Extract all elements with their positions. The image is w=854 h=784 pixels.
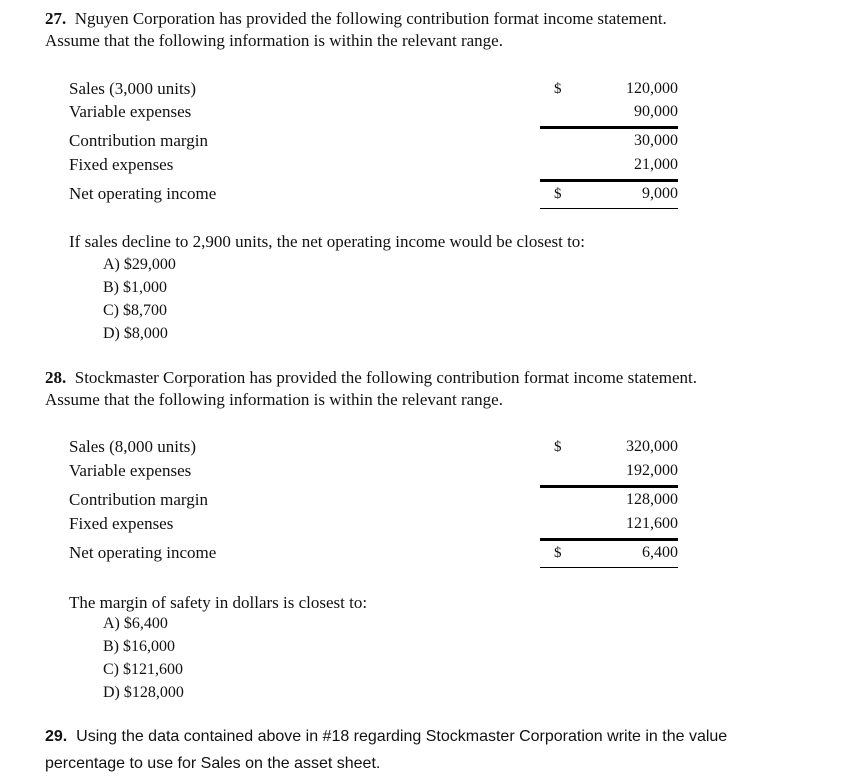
question-27-line2: Assume that the following information is within the relevant range. [45, 31, 503, 50]
question-28-intro: Stockmaster Corporation has provided the following contribution format income statement. [74, 368, 698, 387]
question-29-text: Using the data contained above in #18 regarding Stockmaster Corporation write in the value [76, 728, 728, 745]
question-27-number: 27. [45, 9, 67, 28]
option-d: D) $128,000 [103, 684, 184, 701]
question-27-prompt: If sales decline to 2,900 units, the net operating income would be closest to: [69, 232, 586, 251]
total-underline [540, 208, 678, 209]
value-net-operating-income: 9,000 [642, 185, 678, 202]
value-fixed-expenses: 21,000 [634, 156, 678, 173]
question-28-number: 28. [45, 368, 67, 387]
option-b: B) $16,000 [103, 638, 175, 655]
option-c: C) $121,600 [103, 661, 183, 678]
value-contribution-margin: 128,000 [626, 491, 678, 508]
row-label-contribution-margin: Contribution margin [69, 131, 208, 150]
option-b: B) $1,000 [103, 279, 167, 296]
row-label-variable-expenses: Variable expenses [69, 102, 192, 121]
subtotal-rule [540, 538, 678, 541]
question-27-line1 [45, 8, 667, 30]
question-29-line2: percentage to use for Sales on the asset sheet. [45, 755, 381, 772]
option-a: A) $6,400 [103, 615, 168, 632]
row-label-sales: Sales (8,000 units) [69, 437, 197, 456]
question-29-number: 29. [45, 728, 68, 745]
question-28-line2: Assume that the following information is within the relevant range. [45, 390, 503, 409]
option-d: D) $8,000 [103, 325, 168, 342]
value-sales: 120,000 [626, 80, 678, 97]
option-c: C) $8,700 [103, 302, 167, 319]
value-fixed-expenses: 121,600 [626, 515, 678, 532]
value-sales: 320,000 [626, 438, 678, 455]
question-29-line1 [45, 728, 727, 746]
dollar-sign: $ [554, 545, 562, 561]
row-label-net-operating-income: Net operating income [69, 543, 217, 562]
value-net-operating-income: 6,400 [642, 544, 678, 561]
question-28-prompt: The margin of safety in dollars is closest to: [69, 593, 368, 612]
value-contribution-margin: 30,000 [634, 132, 678, 149]
row-label-variable-expenses: Variable expenses [69, 461, 192, 480]
dollar-sign: $ [554, 186, 562, 202]
question-28-line1 [45, 367, 697, 389]
option-a: A) $29,000 [103, 256, 176, 273]
row-label-fixed-expenses: Fixed expenses [69, 514, 174, 533]
row-label-net-operating-income: Net operating income [69, 184, 217, 203]
value-variable-expenses: 192,000 [626, 462, 678, 479]
row-label-sales: Sales (3,000 units) [69, 79, 197, 98]
row-label-contribution-margin: Contribution margin [69, 490, 208, 509]
subtotal-rule [540, 179, 678, 182]
dollar-sign: $ [554, 439, 562, 455]
subtotal-rule [540, 485, 678, 488]
row-label-fixed-expenses: Fixed expenses [69, 155, 174, 174]
subtotal-rule [540, 126, 678, 129]
value-variable-expenses: 90,000 [634, 103, 678, 120]
dollar-sign: $ [554, 81, 562, 97]
question-27-intro: Nguyen Corporation has provided the following contribution format income statement. [74, 9, 667, 28]
total-underline [540, 567, 678, 568]
